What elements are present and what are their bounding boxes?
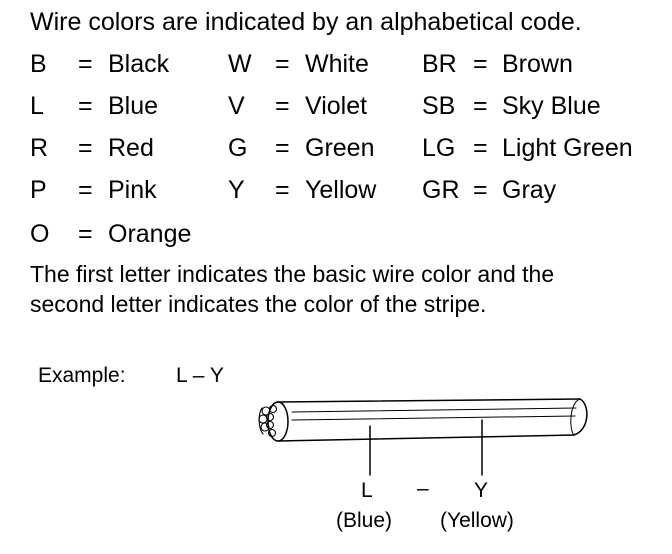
code-letter-green: G (228, 134, 248, 162)
code-letter-light-green: LG (422, 134, 456, 162)
code-letter-blue: L (30, 92, 44, 120)
equals-sign: = (473, 176, 488, 204)
dash-label: – (417, 477, 429, 500)
code-letter-pink: P (30, 176, 47, 204)
color-name-sky-blue: Sky Blue (502, 92, 601, 120)
color-name-blue: Blue (108, 92, 159, 120)
wire-end-cap (574, 399, 587, 435)
color-name-gray: Gray (502, 176, 557, 204)
base-letter-label: L (361, 479, 373, 502)
code-letter-sky-blue: SB (422, 92, 456, 120)
code-letter-violet: V (228, 92, 245, 120)
color-name-violet: Violet (305, 92, 368, 120)
color-name-white: White (305, 50, 369, 78)
code-letter-brown: BR (422, 50, 457, 78)
color-name-yellow: Yellow (305, 176, 377, 204)
wire-stripe-line (292, 416, 575, 420)
equals-sign: = (78, 220, 93, 248)
color-name-orange: Orange (108, 220, 192, 248)
wire-end-cap (571, 399, 580, 435)
code-letter-black: B (30, 50, 47, 78)
code-letter-gray: GR (422, 176, 460, 204)
equals-sign: = (275, 92, 290, 120)
intro-text: Wire colors are indicated by an alphabetical code. (30, 8, 582, 36)
color-name-light-green: Light Green (502, 134, 633, 162)
color-name-red: Red (108, 134, 154, 162)
explanation-line-2: second letter indicates the color of the stripe. (30, 291, 487, 317)
color-name-black: Black (108, 50, 170, 78)
code-letter-yellow: Y (228, 176, 245, 204)
wire-stripe-line (292, 408, 576, 412)
wire-jacket (278, 399, 580, 402)
stripe-color-name: (Yellow) (440, 509, 514, 532)
code-letter-red: R (30, 134, 49, 162)
color-name-green: Green (305, 134, 375, 162)
example-label: Example: (38, 364, 126, 387)
stripe-letter-label: Y (474, 479, 489, 502)
code-letter-orange: O (30, 220, 50, 248)
equals-sign: = (275, 134, 290, 162)
equals-sign: = (78, 176, 93, 204)
equals-sign: = (275, 50, 290, 78)
equals-sign: = (78, 50, 93, 78)
equals-sign: = (78, 134, 93, 162)
color-name-pink: Pink (108, 176, 157, 204)
explanation-line-1: The first letter indicates the basic wire color and the (30, 261, 555, 287)
equals-sign: = (473, 50, 488, 78)
code-letter-white: W (228, 50, 252, 78)
equals-sign: = (78, 92, 93, 120)
equals-sign: = (275, 176, 290, 204)
example-code: L – Y (176, 364, 224, 387)
equals-sign: = (473, 92, 488, 120)
color-name-brown: Brown (502, 50, 573, 78)
wire-jacket (278, 435, 574, 441)
base-color-name: (Blue) (336, 509, 393, 532)
equals-sign: = (473, 134, 488, 162)
